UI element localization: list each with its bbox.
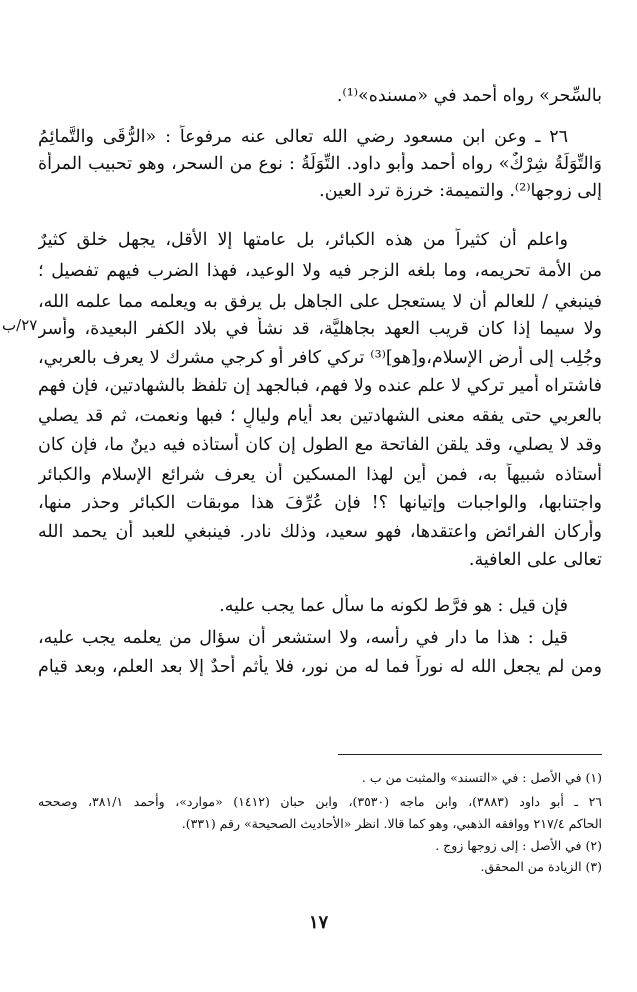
margin-folio-note: ٢٧/ب <box>2 316 38 334</box>
body-line: تعالى على العافية. <box>468 550 602 570</box>
footnote: (١) في الأصل : في «التسند» والمثبت من ب . <box>361 770 602 785</box>
body-line: واعلم أن كثيراً من هذه الكبائر، بل عامتها إلا الأقل، يجهل خلق كثيرٌ <box>38 230 568 250</box>
page-number: ١٧ <box>308 912 329 933</box>
body-line: أستاذه شبيهاً به، فمن أين لهذا المسكين أن يعرف شرائع الإسلام والكبائر <box>38 465 602 485</box>
body-line: ومن لم يجعل الله له نوراً فما له من نور، فلا يأثم أحدٌ إلا بعد العلم، وبعد قيام <box>38 657 602 677</box>
body-line: وأركان الفرائض واعتقدها، فهو سعيد، وذلك نادر. فينبغي للعبد أن يحمد الله <box>38 522 602 542</box>
body-line: فينبغي / للعالم أن لا يستعجل على الجاهل بل يرفق به ويعلمه مما علمه الله، <box>38 292 602 312</box>
body-line: بالسِّحر» رواه أحمد في «مسنده»⁽¹⁾. <box>336 86 602 106</box>
footnote: (٢) في الأصل : إلى زوجها زوج . <box>435 838 602 853</box>
body-line: بالعربي حتى يفقه معنى الشهادتين بعد أيام وليالٍ ؛ فبها ونعمت، ثم قد يصلي <box>38 406 602 426</box>
body-line: فاشتراه أمير تركي لا علم عنده ولا فهم، فبالجهد إن تلفظ بالشهادتين، فإن فهم <box>38 376 602 396</box>
body-line: واجتنابها، والواجبات وإتيانها ؟! فإن عُرِّفَ هذا موبقات الكبائر وحذر منها، <box>38 493 602 513</box>
footnote: (٣) الزيادة من المحقق. <box>480 859 602 874</box>
body-line: من الأمة تحريمه، وما بلغه الزجر فيه ولا الوعيد، فهذا الضرب فيهم تفصيل ؛ <box>38 261 602 281</box>
body-line: وجُلِب إلى أرض الإسلام،و[هو]⁽³⁾ تركي كافر أو كرجي مشرك لا يعرف بالعربي، <box>38 348 602 368</box>
body-line: ولا سيما إذا كان قريب العهد بجاهليَّة، قد نشأ في بلاد الكفر البعيدة، وأُسر <box>38 319 602 339</box>
body-line: وقد لا يصلي، وقد يلقن الفاتحة مع الطول إن كان أستاذه فيه دينٌ ما، فإن كان <box>38 435 602 455</box>
body-line: وَالتِّوَلَةُ شِرْكٌ» رواه أحمد وأبو داود. التِّوَلَةُ : نوع من السحر، وهو تحبيب المرأة <box>38 154 602 174</box>
body-line: إلى زوجها⁽²⁾. والتميمة: خرزة ترد العين. <box>319 181 602 201</box>
body-line: قيل : هذا ما دار في رأسه، ولا استشعر أن سؤال من يعلمه يجب عليه، <box>38 628 568 648</box>
footnote: ٢٦ ـ أبو داود (٣٨٨٣)، وابن ماجه (٣٥٣٠)، وابن حبان (١٤١٢) «موارد»، وأحمد ٣٨١/١، وصححه <box>38 794 602 809</box>
footnote-divider <box>338 754 602 755</box>
body-line: فإن قيل : هو فرَّط لكونه ما سأل عما يجب عليه. <box>219 596 568 616</box>
body-line: ٢٦ ـ وعن ابن مسعود رضي الله تعالى عنه مرفوعاً : «الرُّقَى والتَّمائِمُ <box>38 127 568 147</box>
footnote: الحاكم ٢١٧/٤ ووافقه الذهبي، وهو كما قالا. انظر «الأحاديث الصحيحة» رقم (٣٣١). <box>181 816 602 831</box>
